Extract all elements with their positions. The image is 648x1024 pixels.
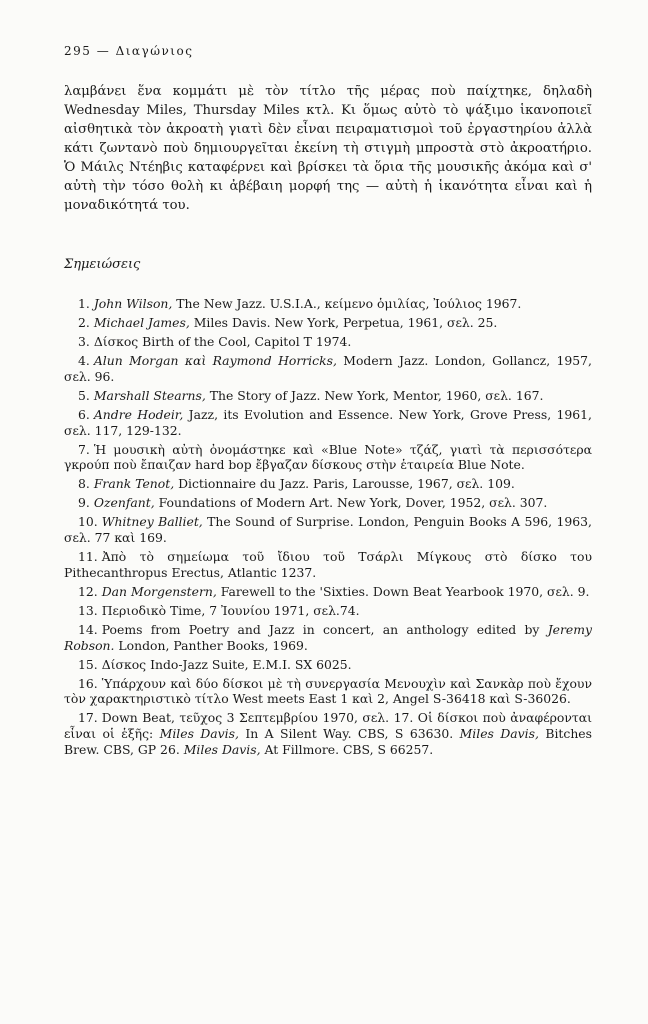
note-number: 3. [78,333,90,349]
note-number: 10. [78,514,98,530]
note-author: Michael James, [93,314,190,330]
note-number: 12. [78,583,98,599]
note-text: The New Jazz. U.S.I.A., κείμενο ὁμιλίας, Ἰούλιος 1967. [172,296,522,311]
note-item [64,315,592,331]
journal-title: Διαγώνιος [115,44,194,58]
note-item [64,676,592,708]
note-author: Ozenfant, [93,495,155,511]
note-author: John Wilson, [93,296,173,311]
note-author: Frank Tenot, [93,476,175,492]
note-item [64,476,592,492]
note-number: 15. [78,656,98,672]
note-item [64,710,592,757]
note-text: Ἀπὸ τὸ σημείωμα τοῦ ἴδιου τοῦ Τσάρλι Μίγκους στὸ δίσκο του Pithecanthropus Erectus, Atlantic 1237. [64,549,592,580]
note-number: 1. [78,296,90,311]
note-item [64,657,592,673]
note-item [64,495,592,511]
note-number: 8. [78,476,90,492]
note-author: Jeremy Robson. [64,621,592,653]
body-paragraph: λαμβάνει ἕνα κομμάτι μὲ τὸν τίτλο τῆς μέρας ποὺ παίχτηκε, δηλαδὴ Wednesday Miles, Thursday Miles κτλ. Κι ὅμως αὐτὸ τὸ ψάξιμο ἱκανοποιεῖ αἰσθητικὰ τὸν ἀκροατὴ γιατὶ δὲν εἶναι πειραματισμοὶ τοῦ ἐργαστηρίου ἀλλὰ κάτι ζωντανὸ ποὺ δημιουργεῖται ἐκείνη τὴ στιγμὴ μπροστὰ στὸ ἀκροατήριο. Ὁ Μάιλς Ντέηβις καταφέρνει καὶ βρίσκει τὰ ὅρια τῆς μουσικῆς ἀκόμα καὶ σ' αὐτὴ τὴν τόσο θολὴ κι ἀβέβαιη μορφή της — αὐτὴ ἡ ἱκανότητα εἶναι καὶ ἡ μοναδικότητά του. [64,84,592,213]
note-item [64,296,592,312]
note-number: 14. [78,621,98,637]
note-text: Dictionnaire du Jazz. Paris, Larousse, 1967, σελ. 109. [174,476,515,492]
note-item [64,353,592,385]
note-text: Down Beat, τεῦχος 3 Σεπτεμβρίου 1970, σελ. 17. Οἱ δίσκοι ποὺ ἀναφέρονται εἶναι οἱ ἑξῆς: [64,710,592,742]
note-author: Whitney Balliet, [101,514,203,530]
note-text: Ἡ μουσικὴ αὐτὴ ὀνομάστηκε καὶ «Blue Note» τζάζ, γιατὶ τὰ περισσότερα γκρούπ ποὺ ἔπαιζαν hard bop ἔβγαζαν δίσκους στὴν ἑταιρεία Blue Note. [64,441,592,473]
running-header [64,44,592,58]
note-author: Alun Morgan καὶ Raymond Horricks, [93,352,337,368]
header-separator: — [96,44,111,58]
note-item [64,388,592,404]
note-text: London, Panther Books, 1969. [114,637,308,653]
note-item [64,407,592,439]
note-number: 11. [78,549,98,565]
note-text: The Sound of Surprise. London, Penguin Books A 596, 1963, σελ. 77 καὶ 169. [64,514,592,546]
note-author: Dan Morgenstern, [101,583,217,599]
note-text: Δίσκος Indo-Jazz Suite, E.M.I. SX 6025. [101,656,352,672]
note-text: Δίσκος Birth of the Cool, Capitol T 1974. [93,333,352,349]
note-number: 17. [78,710,98,726]
note-number: 16. [78,675,98,691]
note-text: Modern Jazz. London, Gollancz, 1957, σελ. 96. [64,352,592,384]
note-text: At Fillmore. CBS, S 66257. [260,741,434,757]
note-text: Miles Davis. New York, Perpetua, 1961, σελ. 25. [189,314,498,330]
note-number: 13. [78,602,98,618]
note-item [64,549,592,581]
note-item [64,442,592,474]
note-author: Miles Davis, [159,726,239,742]
note-text: Jazz, its Evolution and Essence. New York, Grove Press, 1961, σελ. 117, 129-132. [64,406,592,438]
note-author: Andre Hodeir, [93,406,184,422]
notes-list [64,296,592,758]
note-text: Foundations of Modern Art. New York, Dover, 1952, σελ. 307. [154,495,548,511]
note-text: Bitches Brew. CBS, GP 26. [64,726,593,757]
note-number: 5. [78,387,90,403]
note-number: 9. [78,495,90,511]
note-item [64,622,592,654]
note-author: Marshall Stearns, [93,387,206,403]
note-text: Poems from Poetry and Jazz in concert, an anthology edited by [101,621,548,637]
note-text: Farewell to the 'Sixties. Down Beat Yearbook 1970, σελ. 9. [216,583,590,599]
note-item [64,603,592,619]
note-item [64,334,592,350]
note-text: Περιοδικὸ Time, 7 Ἰουνίου 1971, σελ.74. [101,602,360,618]
note-text: In A Silent Way. CBS, S 63630. [238,726,460,742]
page-number: 295 [64,44,92,58]
note-number: 2. [78,314,90,330]
note-text: The Story of Jazz. New York, Mentor, 1960, σελ. 167. [205,387,544,403]
note-number: 4. [78,352,90,368]
note-item [64,584,592,600]
note-number: 7. [78,441,90,457]
note-item [64,514,592,546]
note-author: Miles Davis, [459,726,539,742]
note-author: Miles Davis, [183,741,261,757]
note-text: Ὑπάρχουν καὶ δύο δίσκοι μὲ τὴ συνεργασία Μενουχὶν καὶ Σανκὰρ ποὺ ἔχουν τὸν χαρακτηριστικὸ τίτλο West meets East 1 καὶ 2, Angel S-36418 καὶ S-36026. [64,675,592,707]
note-number: 6. [78,406,90,422]
notes-heading: Σημειώσεις [64,257,141,272]
